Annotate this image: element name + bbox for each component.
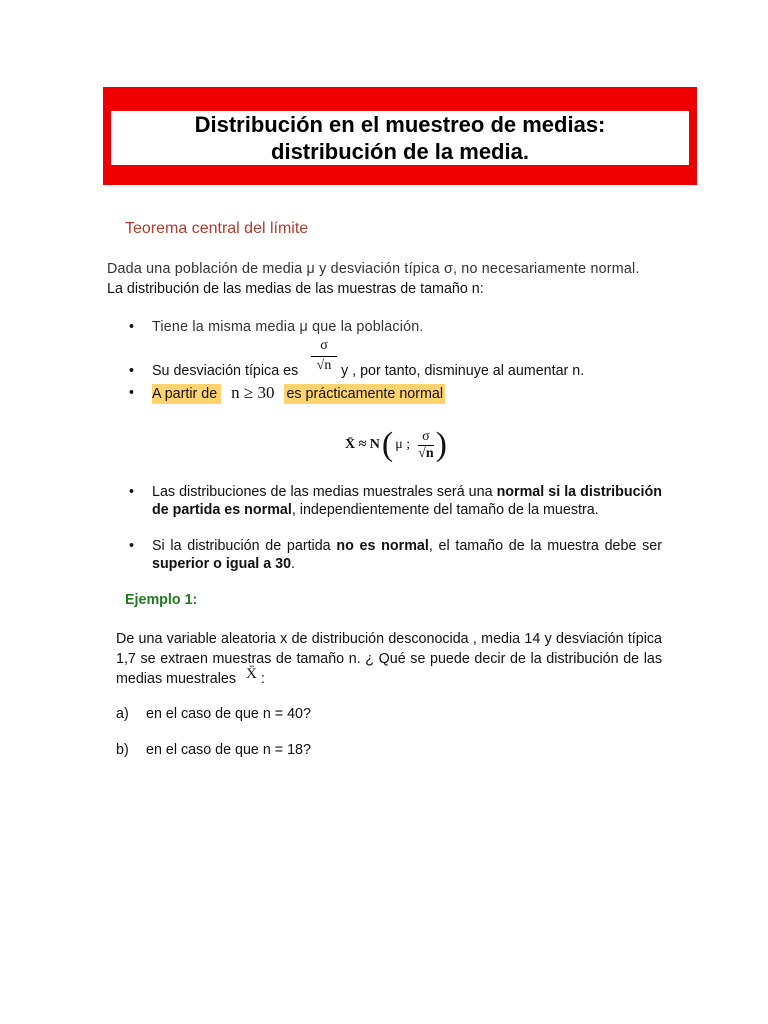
bullet-bold-text: no es normal	[336, 538, 429, 554]
question-text: en el caso de que n = 40?	[146, 706, 311, 722]
formula-left-paren: (	[381, 426, 394, 463]
xbar-symbol: X̄	[245, 666, 257, 682]
bullet-text: Las distribuciones de las medias muestrales será una	[152, 484, 493, 500]
highlight-text: es prácticamente normal	[286, 386, 444, 402]
sampling-distribution-formula	[345, 424, 447, 466]
intro-paragraph	[107, 259, 640, 299]
bullet-dot: •	[129, 484, 135, 500]
formula-fraction	[418, 429, 433, 462]
title-line-1: Distribución en el muestreo de medias:	[194, 112, 606, 137]
bullet-dot: •	[129, 363, 135, 379]
question-b	[116, 740, 311, 760]
bullet-text: Si la distribución de partida	[152, 538, 331, 554]
bullet-text: y , por tanto, disminuye al aumentar n.	[341, 363, 585, 379]
formula-sqrt-n: √n	[418, 445, 434, 461]
bullet-bold-text: normal si la distribución de partida es normal	[152, 484, 662, 518]
example-colon: :	[260, 671, 265, 687]
section-heading: Teorema central del límite	[125, 220, 309, 237]
formula-right-paren: )	[435, 426, 447, 463]
example-paragraph	[116, 629, 662, 689]
bullet-dot: •	[129, 538, 135, 554]
formula-sigma: σ	[418, 429, 433, 446]
bullet-std-dev-continuation	[341, 362, 584, 380]
intro-line-1: Dada una población de media μ y desviación típica σ, no necesariamente normal.	[107, 261, 640, 277]
bullet-text: , el tamaño de la muestra debe ser	[428, 538, 662, 554]
bullet-text: Tiene la misma media μ que la población.	[152, 319, 424, 335]
n-ge-30-formula: n ≥ 30	[231, 383, 275, 402]
bullet-text: .	[291, 556, 296, 572]
example-heading: Ejemplo 1:	[125, 592, 198, 608]
title-line-2: distribución de la media.	[271, 139, 529, 164]
bullet-std-dev	[129, 362, 299, 380]
highlight-text: A partir de	[152, 384, 221, 404]
bullet-bold-text: superior o igual a 30	[152, 556, 292, 572]
sigma-over-sqrt-n	[311, 338, 337, 375]
bullet-same-mean	[129, 318, 424, 336]
question-label: b)	[116, 742, 129, 758]
question-label: a)	[116, 706, 129, 722]
fraction-numerator: σ	[320, 338, 328, 353]
bullet-not-normal-parent	[129, 537, 662, 573]
example-text: De una variable aleatoria x de distribución desconocida , media 14 y desviación típica 1,7 se extraen muestras de tamaño n. ¿ Qué se puede decir de la distribución de las medias muestrales	[116, 631, 662, 687]
formula-lhs: X̄ ≈ N	[345, 437, 380, 452]
intro-line-2: La distribución de las medias de las muestras de tamaño n:	[107, 281, 484, 297]
bullet-n-30	[129, 383, 445, 403]
title-box	[111, 111, 689, 165]
title-banner	[103, 87, 697, 185]
formula-mu: μ ;	[395, 437, 411, 452]
bullet-normal-parent	[129, 483, 662, 519]
question-a	[116, 704, 311, 724]
fraction-denominator: √n	[311, 356, 337, 375]
bullet-text: , independientemente del tamaño de la muestra.	[291, 502, 599, 518]
bullet-dot: •	[129, 385, 135, 401]
bullet-dot: •	[129, 319, 135, 335]
bullet-text: Su desviación típica es	[152, 363, 299, 379]
question-text: en el caso de que n = 18?	[146, 742, 311, 758]
